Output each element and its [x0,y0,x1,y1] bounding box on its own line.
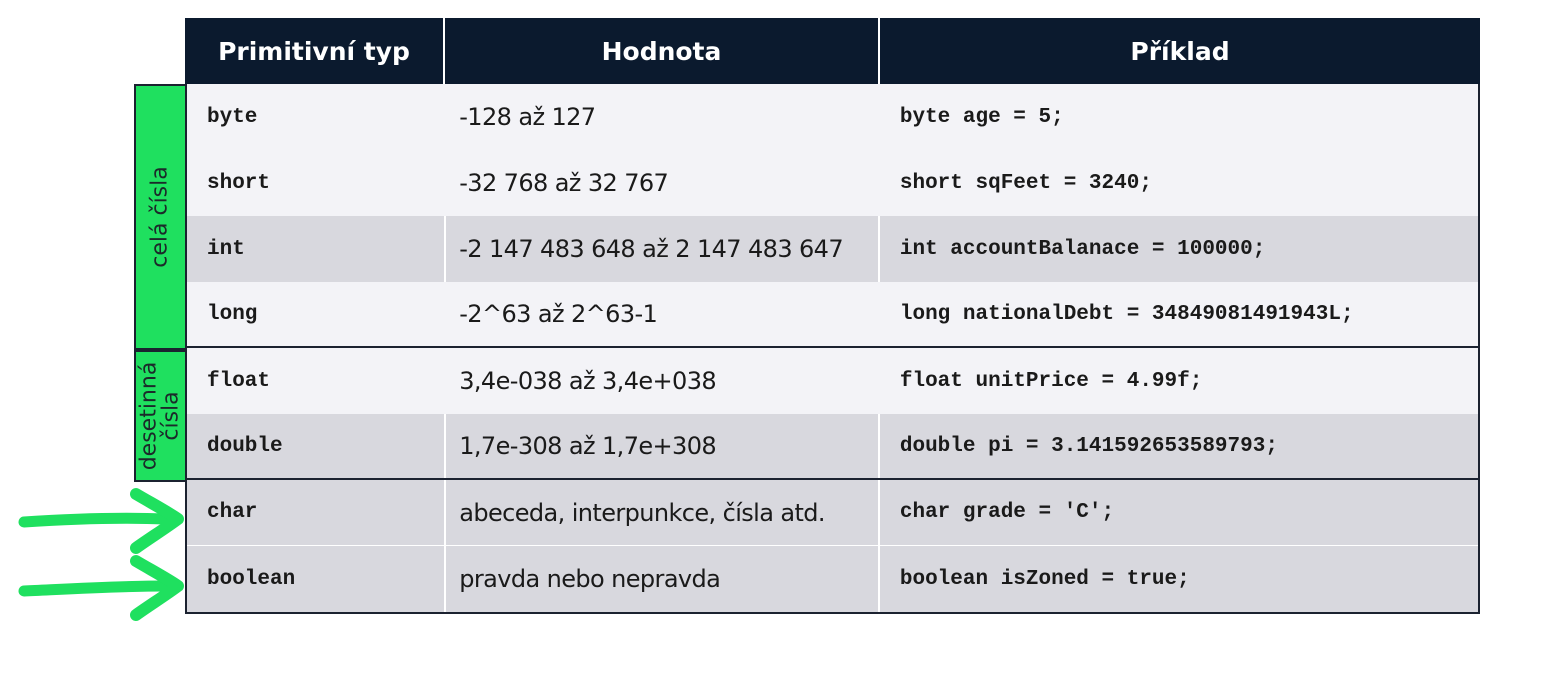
table-body [185,84,1480,614]
cell-value: abeceda, interpunkce, čísla atd. [446,480,880,545]
header-value: Hodnota [445,18,880,84]
cell-type: long [207,302,258,326]
table-row-long [187,282,1478,348]
group-label-decimals [134,350,185,482]
cell-example: char grade = 'C'; [899,501,1115,524]
cell-example: int accountBalanace = 100000; [899,237,1266,261]
cell-type: char [187,480,446,545]
cell-example: float unitPrice = 4.99f; [899,369,1203,393]
cell-value: 1,7e-308 až 1,7e+308 [446,414,880,478]
header-example: Příklad [1130,36,1230,66]
group-label-decimals-line2: čísla [158,391,184,441]
cell-example: byte age = 5; [899,105,1064,129]
arrow-right-icon [18,486,188,556]
cell-type: short [207,171,271,195]
table-row-char [187,480,1478,546]
cell-type: boolean [187,546,446,612]
cell-type: byte [207,105,258,129]
cell-type: double [187,414,446,478]
cell-value: -2 147 483 648 až 2 147 483 647 [446,216,880,282]
group-label-integers [134,84,185,350]
group-label-decimals-line1: desetinná [136,361,162,471]
cell-example: long nationalDebt = 34849081491943L; [899,302,1354,326]
cell-type: int [187,216,446,282]
header-type: Primitivní typ [185,18,445,84]
cell-example: short sqFeet = 3240; [899,171,1152,195]
cell-value: pravda nebo nepravda [446,546,880,612]
arrow-right-icon [18,553,188,623]
group-label-integers-text: celá čísla [147,166,173,268]
table-row-short [187,150,1478,216]
table-row-int [187,216,1478,282]
primitive-types-table [185,18,1480,614]
group-label-decimals-text [136,361,184,471]
table-row-byte [187,84,1478,150]
cell-example: boolean isZoned = true; [899,567,1190,591]
cell-value: -2^63 až 2^63-1 [459,300,658,328]
table-header [185,18,1480,84]
cell-value: -128 až 127 [459,103,596,131]
table-row-boolean [187,546,1478,612]
cell-example: double pi = 3.141592653589793; [899,434,1278,458]
table-row-float [187,348,1478,414]
cell-value: -32 768 až 32 767 [459,169,669,197]
cell-type: float [207,369,271,393]
cell-value: 3,4e-038 až 3,4e+038 [459,367,717,395]
table-row-double [187,414,1478,480]
